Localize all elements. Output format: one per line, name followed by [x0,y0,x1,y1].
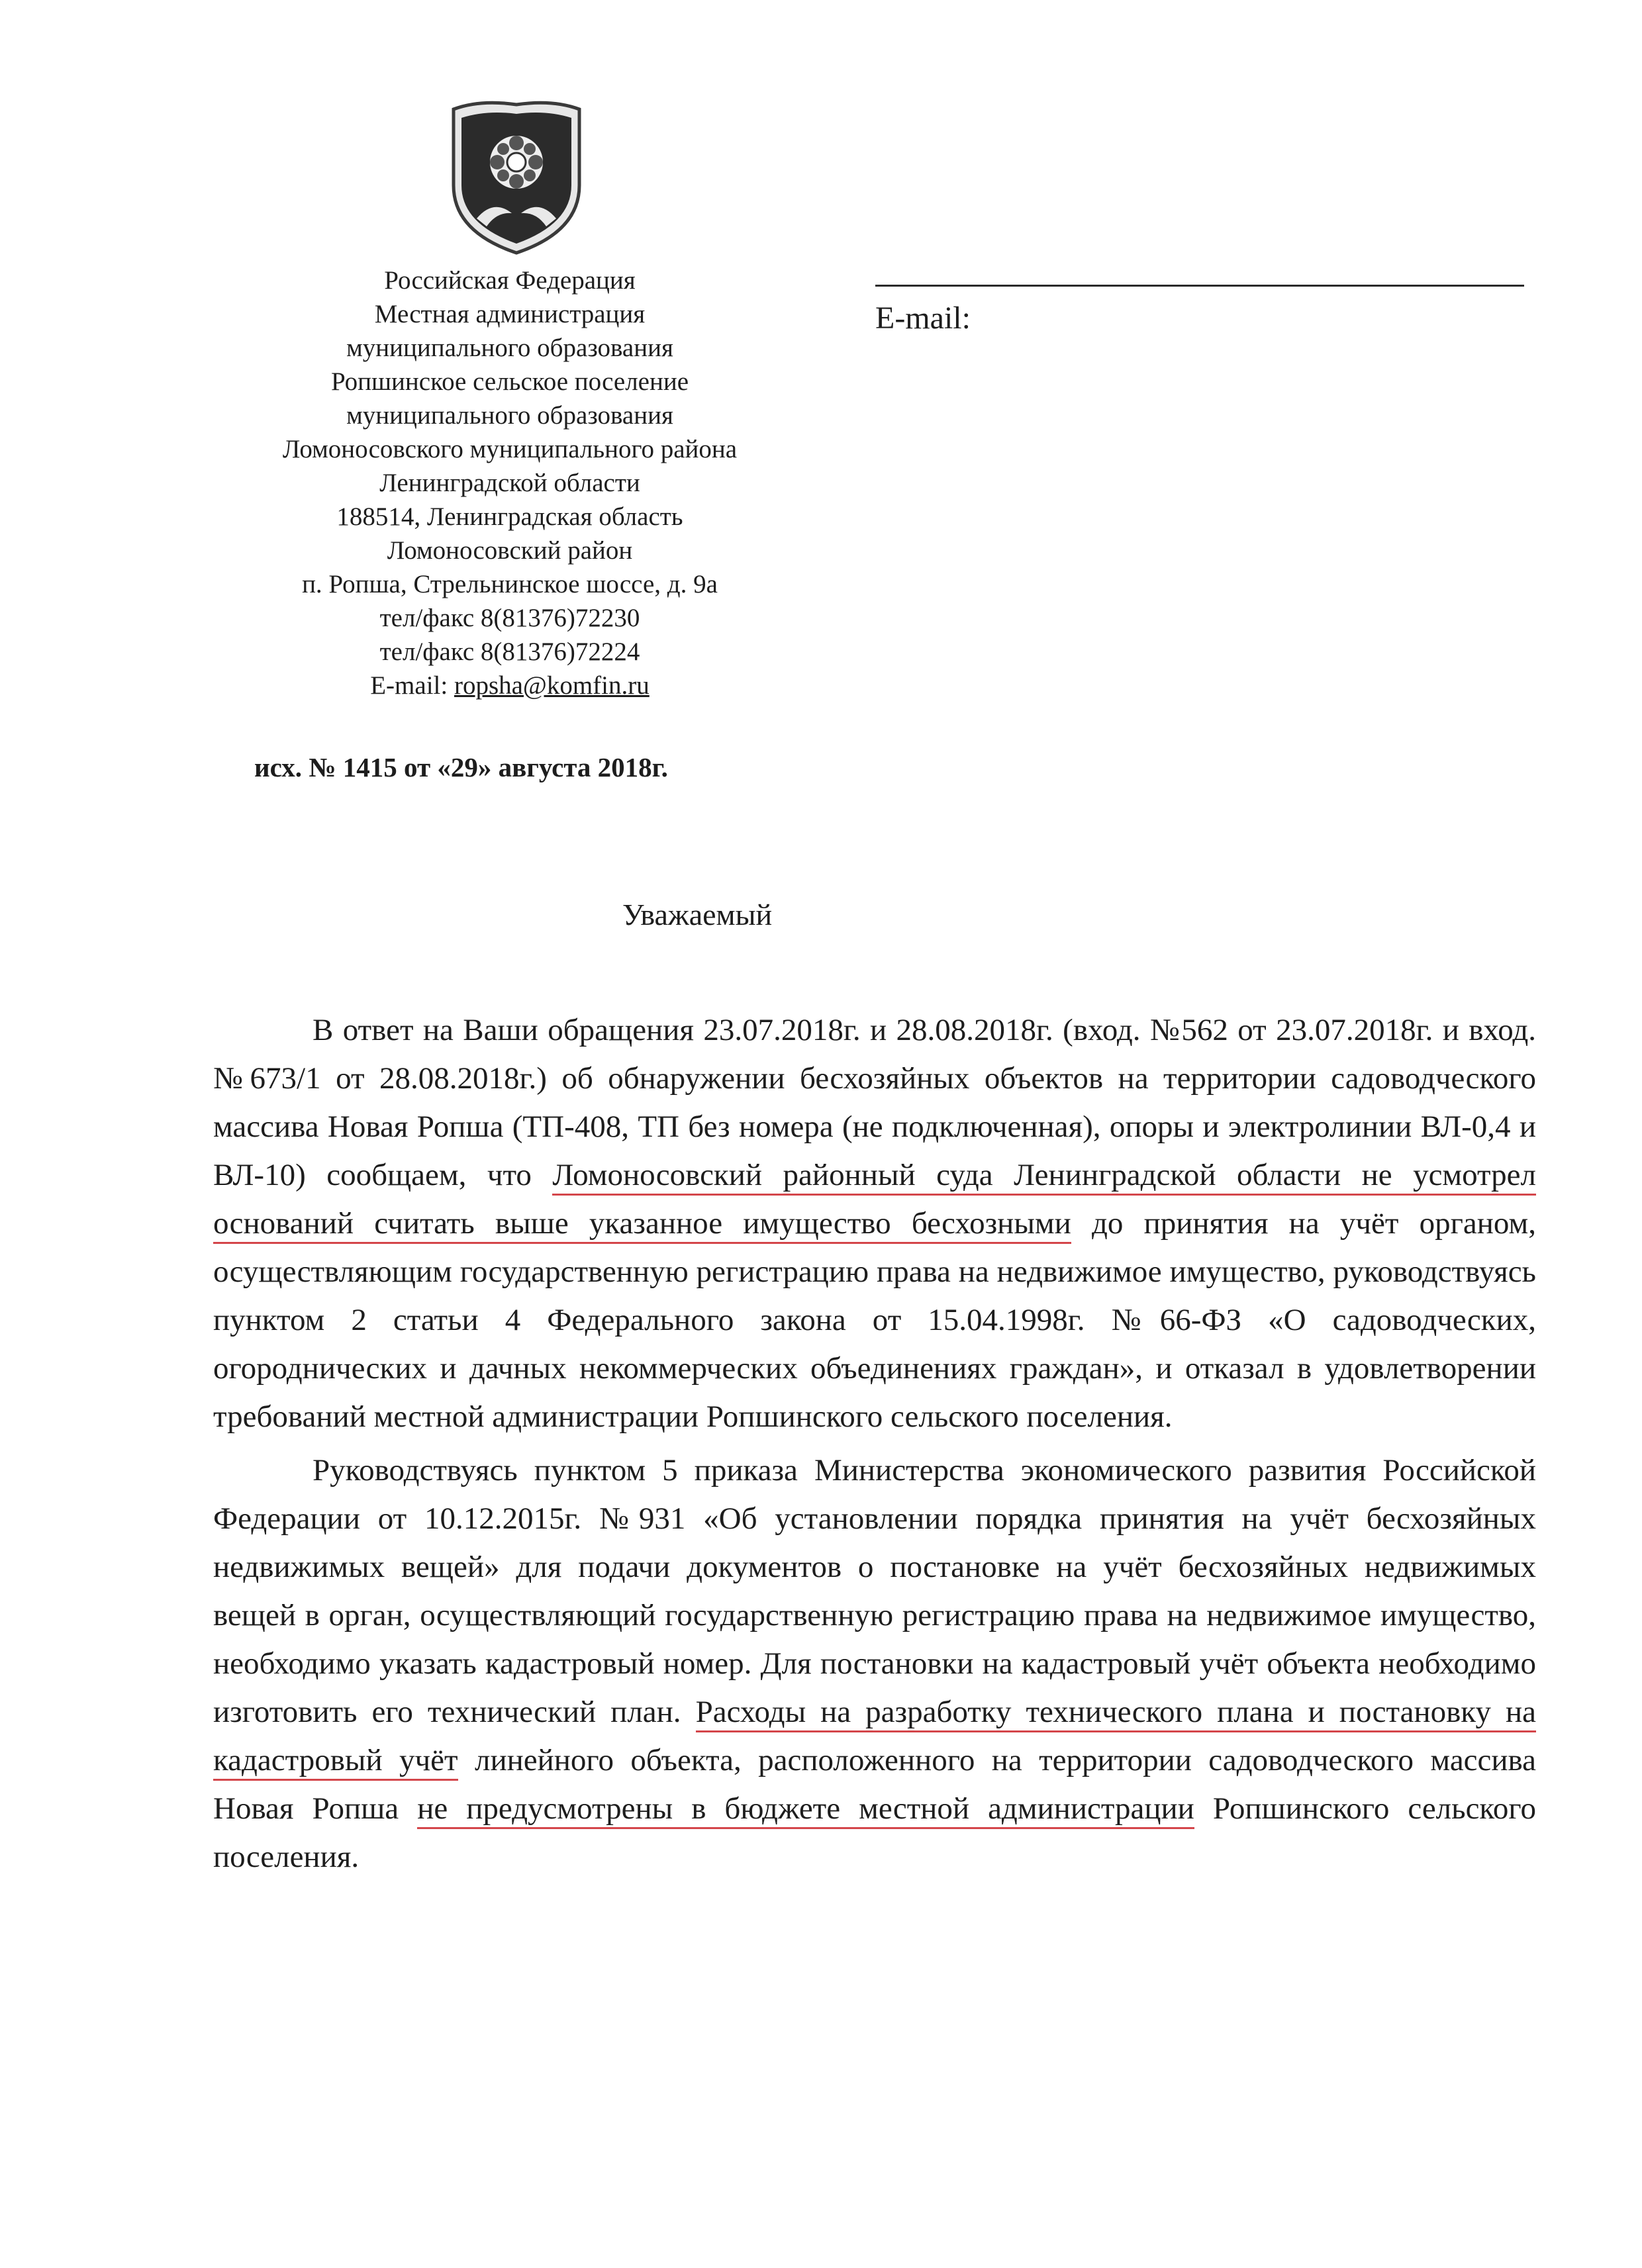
paragraph-text: Руководствуясь пунктом 5 приказа Министерства экономического развития Российской Федерации от 10.12.2015г. №931 «Об установлении порядка принятия на учёт бесхозяйных недвижимых вещей» для подачи документов о постановке на учёт бесхозяйных недвижимых вещей в орган, осуществляющий государственную регистрацию права на недвижимое имущество, необходимо указать кадастровый номер. Для постановки на кадастровый учёт объекта необходимо изготовить его технический план. [213,1453,1536,1729]
sender-line: Российская Федерация [384,266,636,295]
outgoing-reference: исх. № 1415 от «29» августа 2018г. [254,752,668,782]
body-paragraph-2 [213,1446,1536,1881]
paragraph-text: линейного объекта, расположенного на территории садоводческого массива Новая Ропша [213,1743,1536,1826]
paragraph-text: до принятия на учёт органом, осуществляющим государственную регистрацию права на недвижимое имущество, руководствуясь пунктом 2 статьи 4 Федерального закона от 15.04.1998г. №66-ФЗ «О садоводческих, огороднических и дачных некоммерческих объединениях граждан», и отказал в удовлетворении требований местной администрации Ропшинского сельского поселения. [213,1206,1536,1434]
paragraph-text: Ропшинского сельского поселения. [213,1791,1536,1874]
coat-of-arms-emblem [440,99,593,258]
recipient-block [875,285,1524,336]
sender-block [192,263,828,702]
sender-line: Ропшинское сельское поселение [330,367,689,396]
recipient-email-label: E-mail: [875,301,971,336]
paragraph-text: В ответ на Ваши обращения 23.07.2018г. и 28.08.2018г. (вход. №562 от 23.07.2018г. и вход. №673/1 от 28.08.2018г.) об обнаружении бесхозяйных объектов на территории садоводческого массива Новая Ропша (ТП-408, ТП без номера (не подключенная), опоры и электролинии ВЛ-0,4 и ВЛ-10) сообщаем, что [213,1013,1536,1192]
sender-line: Местная администрация [374,300,646,328]
underlined-text: Ломоносовский районный суда Ленинградской области не усмотрел оснований считать выше указанное имущество бесхозными [213,1158,1536,1244]
sender-line: Ленинградской области [379,469,640,497]
body-paragraph-1 [213,1006,1536,1441]
sender-line: муниципального образования [346,334,673,362]
underlined-text: не предусмотрены в бюджете местной администрации [417,1791,1194,1829]
sender-line: п. Ропша, Стрельнинское шоссе, д. 9а [302,570,718,598]
underlined-text: Расходы на разработку технического плана и постановку на кадастровый учёт [213,1695,1536,1781]
sender-line: тел/факс 8(81376)72224 [379,638,640,666]
sender-line: Ломоносовского муниципального района [282,435,738,463]
recipient-divider [875,285,1524,287]
sender-line: Ломоносовский район [387,536,633,565]
letter-body [213,1006,1536,1887]
sender-line: тел/факс 8(81376)72230 [379,604,640,632]
sender-email-link[interactable]: ropsha@komfin.ru [454,671,650,700]
sender-line: муниципального образования [346,401,673,430]
sender-line: 188514, Ленинградская область [336,502,683,531]
greeting: Уважаемый [622,898,773,931]
sender-email-line [192,669,828,702]
sender-email-label: E-mail: [370,671,448,700]
